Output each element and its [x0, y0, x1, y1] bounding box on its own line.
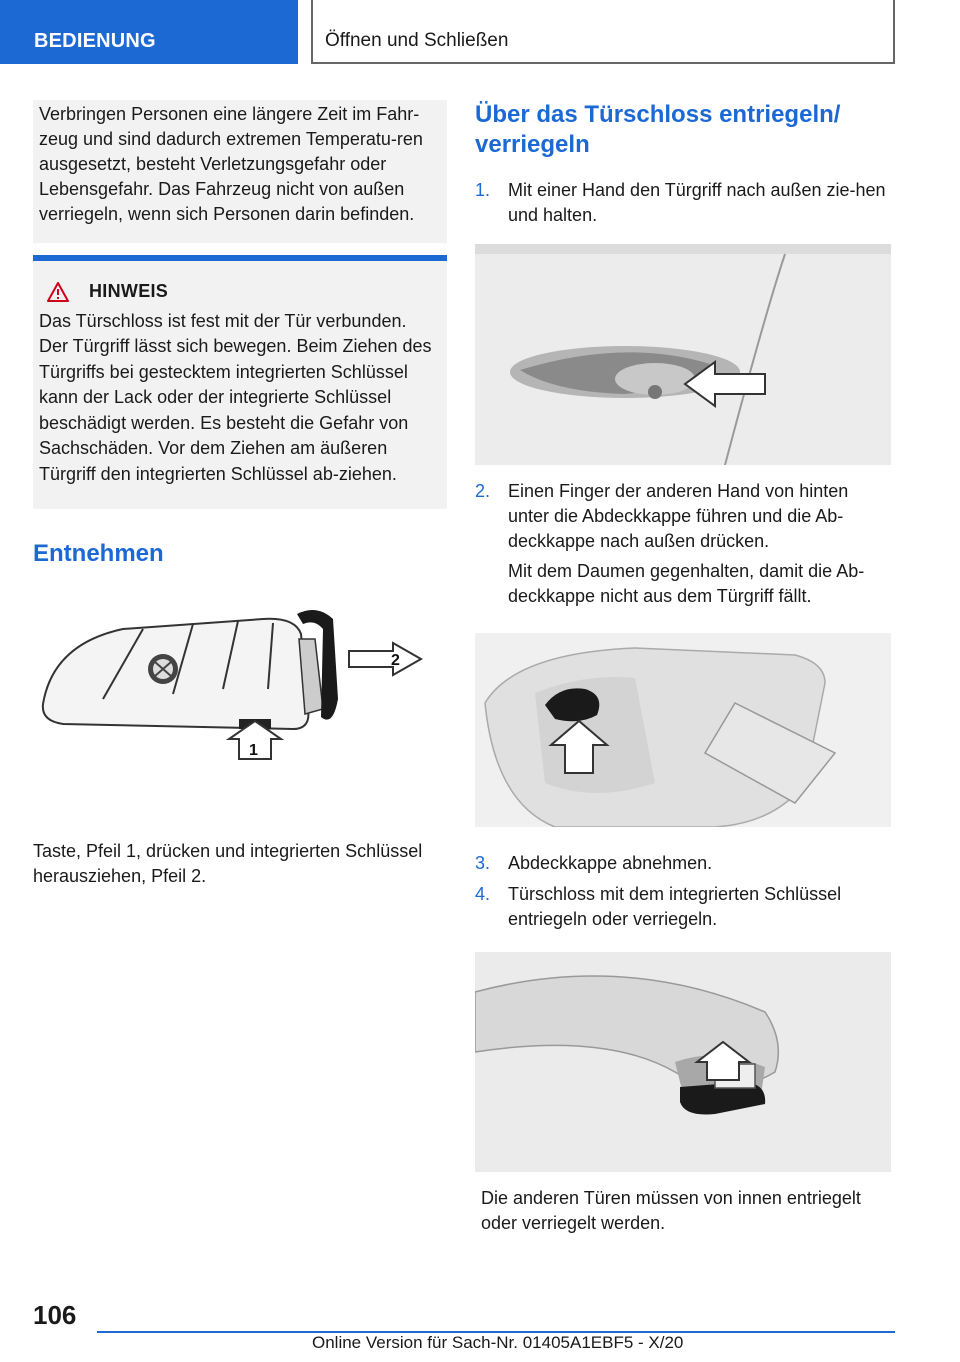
step-2-extra: Mit dem Daumen gegenhalten, damit die Ab-deckkappe nicht aus dem Türgriff fällt. [508, 561, 865, 606]
heading-entnehmen: Entnehmen [33, 540, 164, 567]
key-in-lock-photo [475, 952, 891, 1172]
door-handle-pull-photo [475, 244, 891, 465]
notice-title: HINWEIS [89, 281, 169, 301]
cover-cap-photo [475, 633, 891, 827]
key-arrow-2-label: 2 [391, 652, 400, 669]
removal-caption: Taste, Pfeil 1, drücken und integrierten Schlüssel herausziehen, Pfeil 2. [33, 841, 423, 886]
step-text: Türschloss mit dem integrierten Schlüssel entriegeln oder verriegeln. [508, 884, 842, 929]
step-2 [475, 479, 891, 554]
step-number: 2. [475, 481, 491, 501]
notice-box [33, 255, 447, 509]
step-3 [475, 851, 891, 876]
warning-triangle-icon [47, 282, 69, 302]
step-number: 1. [475, 180, 491, 200]
right-column [475, 100, 891, 1236]
notice-text: Das Türschloss ist fest mit der Tür verbunden. Der Türgriff lässt sich bewegen. Beim Ziehen des Türgriffs bei gestecktem integrierten Schlüssel kann der Lack oder der integrierte Schlüssel beschädigt werden. Es besteht die Gefahr von Sachschäden. Vor dem Ziehen am äußeren Türgriff den integrierten Schlüssel ab-ziehen. [39, 310, 432, 484]
chapter-header [311, 0, 895, 64]
step-1 [475, 178, 891, 228]
warning-continuation [33, 100, 447, 243]
section-title: BEDIENUNG [34, 30, 156, 52]
footer-text: Online Version für Sach-Nr. 01405A1EBF5 - X/20 [312, 1333, 684, 1352]
step-number: 3. [475, 853, 491, 873]
page-number: 106 [33, 1300, 77, 1330]
notice-header [39, 279, 435, 305]
step-4 [475, 882, 891, 932]
heading-tuerschloss: Über das Türschloss entriegeln/ verriegeln [475, 101, 841, 158]
step-text: Mit einer Hand den Türgriff nach außen zie-hen und halten. [508, 180, 886, 225]
section-tab [0, 0, 298, 64]
warning-text: Verbringen Personen eine längere Zeit im Fahr-zeug und sind dadurch extremen Temperatu-ren ausgesetzt, besteht Verletzungsgefahr oder Lebensgefahr. Das Fahrzeug nicht von außen verriegeln, wenn sich Personen darin befinden. [39, 104, 423, 224]
key-arrow-1-label: 1 [249, 742, 258, 759]
chapter-title: Öffnen und Schließen [325, 30, 509, 51]
closing-note: Die anderen Türen müssen von innen entriegelt oder verriegelt werden. [481, 1188, 861, 1233]
key-removal-illustration [33, 599, 447, 795]
step-number: 4. [475, 884, 491, 904]
left-column [33, 100, 447, 889]
step-text: Abdeckkappe abnehmen. [508, 853, 713, 873]
step-text: Einen Finger der anderen Hand von hinten unter die Abdeckkappe führen und die Ab-deckkappe nach außen drücken. [508, 481, 849, 551]
